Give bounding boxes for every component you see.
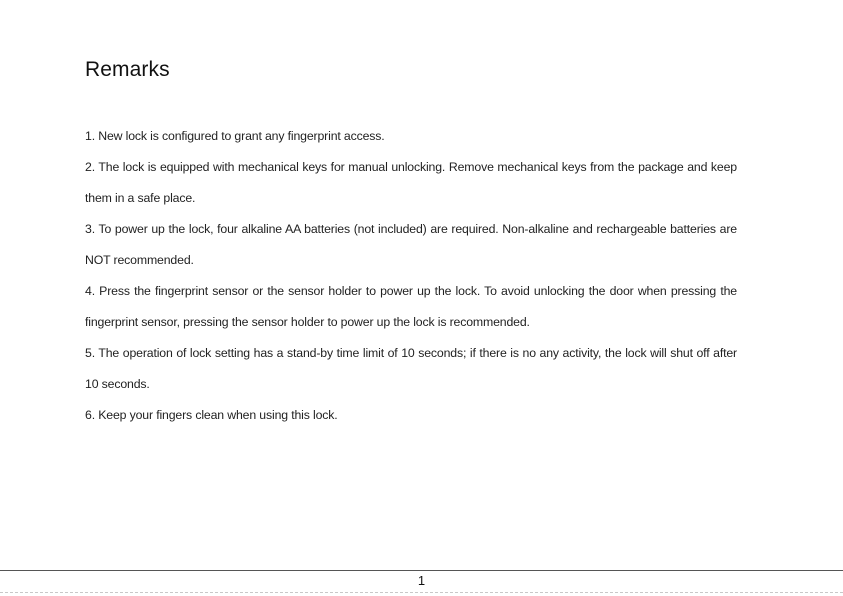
- remarks-list: [85, 121, 737, 431]
- remark-item-5: 5. The operation of lock setting has a stand-by time limit of 10 seconds; if there is no any activity, the lock will shut off after 10 seconds.: [85, 346, 737, 391]
- footer-divider: [0, 570, 843, 571]
- remark-item-3: 3. To power up the lock, four alkaline AA batteries (not included) are required. Non-alkaline and rechargeable batteries are NOT recommended.: [85, 222, 737, 267]
- page-title: Remarks: [85, 58, 170, 81]
- footer-dotted-line: [0, 592, 843, 593]
- remark-item-2: 2. The lock is equipped with mechanical keys for manual unlocking. Remove mechanical keys from the package and keep them in a safe place.: [85, 160, 737, 205]
- remark-item-4: 4. Press the fingerprint sensor or the sensor holder to power up the lock. To avoid unlocking the door when pressing the fingerprint sensor, pressing the sensor holder to power up the lock is recommended.: [85, 284, 737, 329]
- remark-item-6: 6. Keep your fingers clean when using this lock.: [85, 408, 338, 422]
- page-number: 1: [417, 573, 426, 588]
- remark-item-1: 1. New lock is configured to grant any fingerprint access.: [85, 129, 385, 143]
